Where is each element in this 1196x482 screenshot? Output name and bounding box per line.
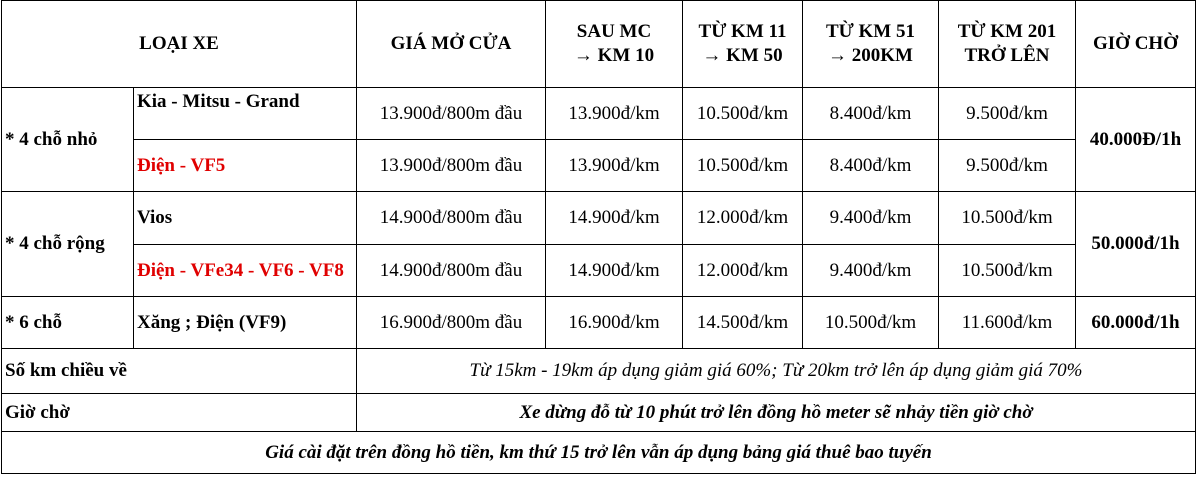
footer-note: Giá cài đặt trên đồng hồ tiền, km thứ 15 trở lên vẫn áp dụng bảng giá thuê bao tuyến: [2, 432, 1196, 474]
waiting-rule-row: [2, 394, 1196, 432]
price-km201-up: 11.600đ/km: [939, 297, 1076, 349]
header-km201-line1: TỪ KM 201: [957, 21, 1057, 42]
table-row: [2, 245, 1196, 297]
price-km201-up: 9.500đ/km: [939, 140, 1076, 192]
price-to-km10: 13.900đ/km: [546, 88, 683, 140]
price-km51-200: 9.400đ/km: [803, 245, 939, 297]
return-km-row: [2, 349, 1196, 394]
group-label-small-4-seat: * 4 chỗ nhỏ: [2, 88, 134, 192]
opening-price: 16.900đ/800m đầu: [357, 297, 546, 349]
return-km-discount: Từ 15km - 19km áp dụng giảm giá 60%; Từ 20km trở lên áp dụng giảm giá 70%: [357, 349, 1196, 394]
price-km51-200: 8.400đ/km: [803, 88, 939, 140]
header-km51-line2: → 200KM: [828, 45, 913, 66]
vehicle-model: Kia - Mitsu - Grand: [134, 88, 357, 140]
header-km11-line2: → KM 50: [702, 45, 783, 66]
opening-price: 13.900đ/800m đầu: [357, 140, 546, 192]
header-km201-line2: TRỞ LÊN: [964, 45, 1050, 66]
group-label-large-4-seat: * 4 chỗ rộng: [2, 192, 134, 297]
vehicle-model-electric: Điện - VF5: [134, 140, 357, 192]
price-to-km10: 16.900đ/km: [546, 297, 683, 349]
price-km201-up: 10.500đ/km: [939, 245, 1076, 297]
price-km11-50: 12.000đ/km: [683, 192, 803, 245]
header-vehicle-type: LOẠI XE: [2, 1, 357, 88]
waiting-fee: 40.000Đ/1h: [1076, 88, 1196, 192]
price-km11-50: 10.500đ/km: [683, 140, 803, 192]
opening-price: 14.900đ/800m đầu: [357, 245, 546, 297]
table-row: [2, 297, 1196, 349]
header-opening-price: GIÁ MỞ CỬA: [357, 1, 546, 88]
header-after-mc-line2: → KM 10: [573, 45, 655, 66]
vehicle-model: Xăng ; Điện (VF9): [134, 297, 357, 349]
table-row: [2, 140, 1196, 192]
group-label-6-seat: * 6 chỗ: [2, 297, 134, 349]
waiting-rule-label: Giờ chờ: [2, 394, 357, 432]
waiting-rule-text: Xe dừng đỗ từ 10 phút trở lên đồng hồ meter sẽ nhảy tiền giờ chờ: [357, 394, 1196, 432]
header-km11-line1: TỪ KM 11: [698, 21, 787, 42]
table-row: [2, 192, 1196, 245]
price-km51-200: 9.400đ/km: [803, 192, 939, 245]
header-after-mc: [546, 1, 683, 88]
price-to-km10: 14.900đ/km: [546, 245, 683, 297]
waiting-fee: 50.000đ/1h: [1076, 192, 1196, 297]
header-waiting: GIỜ CHỜ: [1076, 1, 1196, 88]
header-km201: [939, 1, 1076, 88]
vehicle-model: Vios: [134, 192, 357, 245]
header-km11: [683, 1, 803, 88]
price-km11-50: 10.500đ/km: [683, 88, 803, 140]
price-km201-up: 9.500đ/km: [939, 88, 1076, 140]
price-km51-200: 8.400đ/km: [803, 140, 939, 192]
vehicle-model-electric: Điện - VFe34 - VF6 - VF8: [134, 245, 357, 297]
header-after-mc-line1: SAU MC: [576, 21, 652, 42]
price-km51-200: 10.500đ/km: [803, 297, 939, 349]
waiting-fee: 60.000đ/1h: [1076, 297, 1196, 349]
header-row: [2, 1, 1196, 88]
footer-row: [2, 432, 1196, 474]
header-km51: [803, 1, 939, 88]
price-to-km10: 13.900đ/km: [546, 140, 683, 192]
header-km51-line1: TỪ KM 51: [825, 21, 915, 42]
price-to-km10: 14.900đ/km: [546, 192, 683, 245]
price-km201-up: 10.500đ/km: [939, 192, 1076, 245]
price-km11-50: 12.000đ/km: [683, 245, 803, 297]
return-km-label: Số km chiều về: [2, 349, 357, 394]
taxi-fare-table: [1, 0, 1196, 474]
table-row: [2, 88, 1196, 140]
opening-price: 14.900đ/800m đầu: [357, 192, 546, 245]
price-km11-50: 14.500đ/km: [683, 297, 803, 349]
opening-price: 13.900đ/800m đầu: [357, 88, 546, 140]
